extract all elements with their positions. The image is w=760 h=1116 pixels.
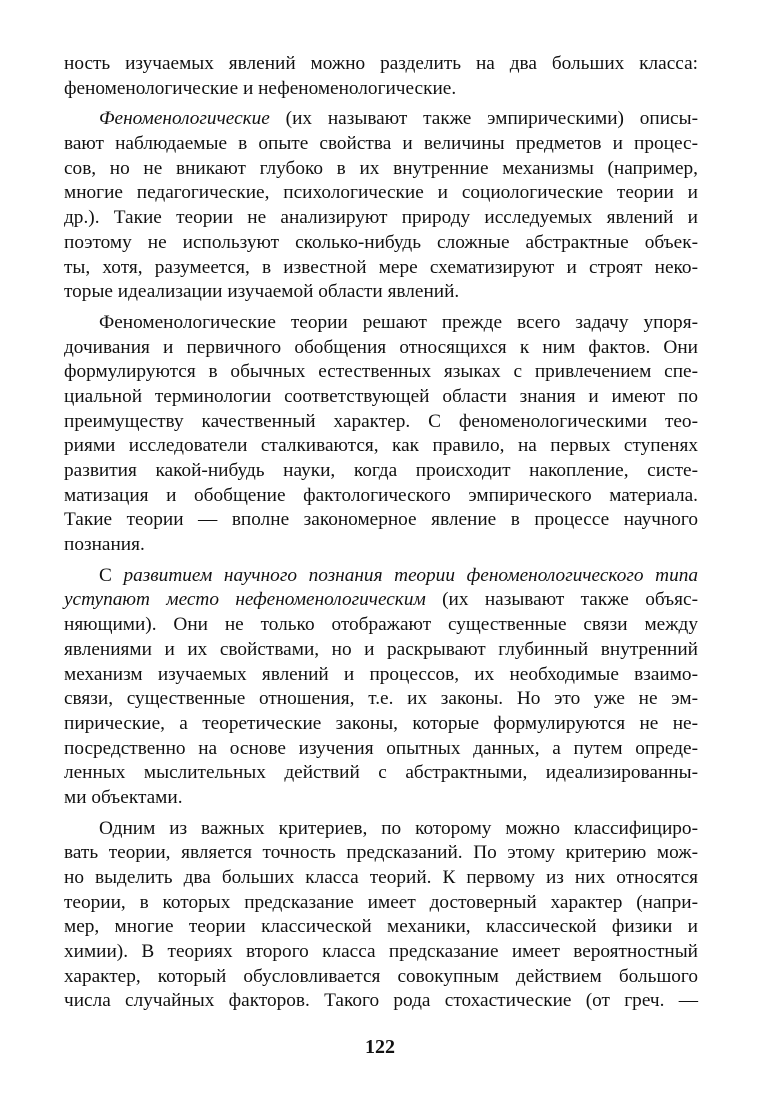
text-line: пирические, а теоретические законы, которые формулируются не не- <box>64 712 698 734</box>
text-line: мер, многие теории классической механики, классической физики и <box>64 916 698 938</box>
text-line: характер, который обусловливается совокупным действием большого <box>64 965 698 987</box>
text-line: ность изучаемых явлений можно разделить на два больших класса: <box>64 53 698 74</box>
body-text <box>64 52 698 1014</box>
text-line: сов, но не вникают глубоко в их внутренние механизмы (например, <box>64 157 698 179</box>
text-line: химии). В теориях второго класса предсказание имеет вероятностный <box>64 941 698 963</box>
text-line: ты, хотя, разумеется, в известной мере схематизируют и строят неко- <box>64 256 698 278</box>
text-line: вать теории, является точность предсказаний. По этому критерию мож- <box>64 842 698 864</box>
text-line: вают наблюдаемые в опыте свойства и величины предметов и процес- <box>64 133 698 155</box>
text-line: механизм изучаемых явлений и процессов, их необходимые взаимо- <box>64 663 698 685</box>
text-line: связи, существенные отношения, т.е. их законы. Но это уже не эм- <box>64 688 698 710</box>
italic-term: развитием научного познания теории феноменологического типа <box>123 564 698 586</box>
text-line: торые идеализации изучаемой области явлений. <box>64 281 460 303</box>
text-line: матизация и обобщение фактологического эмпирического материала. <box>64 484 698 506</box>
text-line: ми объектами. <box>64 786 183 808</box>
paragraph <box>64 311 698 558</box>
text-line: познания. <box>64 534 145 556</box>
page-number: 122 <box>365 1036 395 1058</box>
italic-term: уступают место нефеноменологическим <box>64 589 426 611</box>
text-line: преимуществу качественный характер. С феноменологическими тео- <box>64 410 698 432</box>
paragraph <box>64 107 698 305</box>
italic-term: Феноменологические <box>99 108 270 130</box>
paragraph <box>64 817 698 1015</box>
text-line: Одним из важных критериев, по которому можно классифициро- <box>99 817 698 839</box>
text-fragment: (их называют также эмпирическими) описы- <box>269 108 698 130</box>
text-line: др.). Такие теории не анализируют природу исследуемых явлений и <box>64 207 698 229</box>
text-line: явлениями и их свойствами, но и раскрывают глубинный внутренний <box>64 638 698 660</box>
text-fragment: (их называют также объяс- <box>425 589 698 611</box>
text-line: циальной терминологии соответствующей области знания и имеют по <box>64 385 698 407</box>
text-line: няющими). Они не только отображают существенные связи между <box>64 614 698 636</box>
text-line <box>64 564 698 589</box>
text-line: теории, в которых предсказание имеет достоверный характер (напри- <box>64 891 698 913</box>
text-line: Феноменологические теории решают прежде всего задачу упоря- <box>99 311 698 333</box>
text-line <box>64 107 698 132</box>
text-line: но выделить два больших класса теорий. К первому из них относятся <box>64 867 698 888</box>
text-line: феноменологические и нефеноменологические. <box>64 77 457 99</box>
text-line: формулируются в обычных естественных языках с привлечением спе- <box>64 361 698 383</box>
text-line: числа случайных факторов. Такого рода стохастические (от греч. — <box>64 990 698 1012</box>
text-line: дочивания и первичного обобщения относящихся к ним фактов. Они <box>64 336 698 358</box>
text-line: посредственно на основе изучения опытных данных, а путем опреде- <box>64 737 698 759</box>
text-line: риями исследователи сталкиваются, как правило, на первых ступенях <box>64 435 698 457</box>
text-fragment: С <box>99 564 124 586</box>
text-line: Такие теории — вполне закономерное явление в процессе научного <box>64 509 698 531</box>
paragraph <box>64 52 698 101</box>
text-line: развития какой-нибудь науки, когда происходит накопление, систе- <box>64 460 698 481</box>
text-line <box>64 588 698 613</box>
text-line: поэтому не используют сколько-нибудь сложные абстрактные объек- <box>64 231 698 253</box>
text-line: многие педагогические, психологические и социологические теории и <box>64 182 698 204</box>
text-line: ленных мыслительных действий с абстрактными, идеализированны- <box>64 762 698 784</box>
paragraph <box>64 564 698 811</box>
